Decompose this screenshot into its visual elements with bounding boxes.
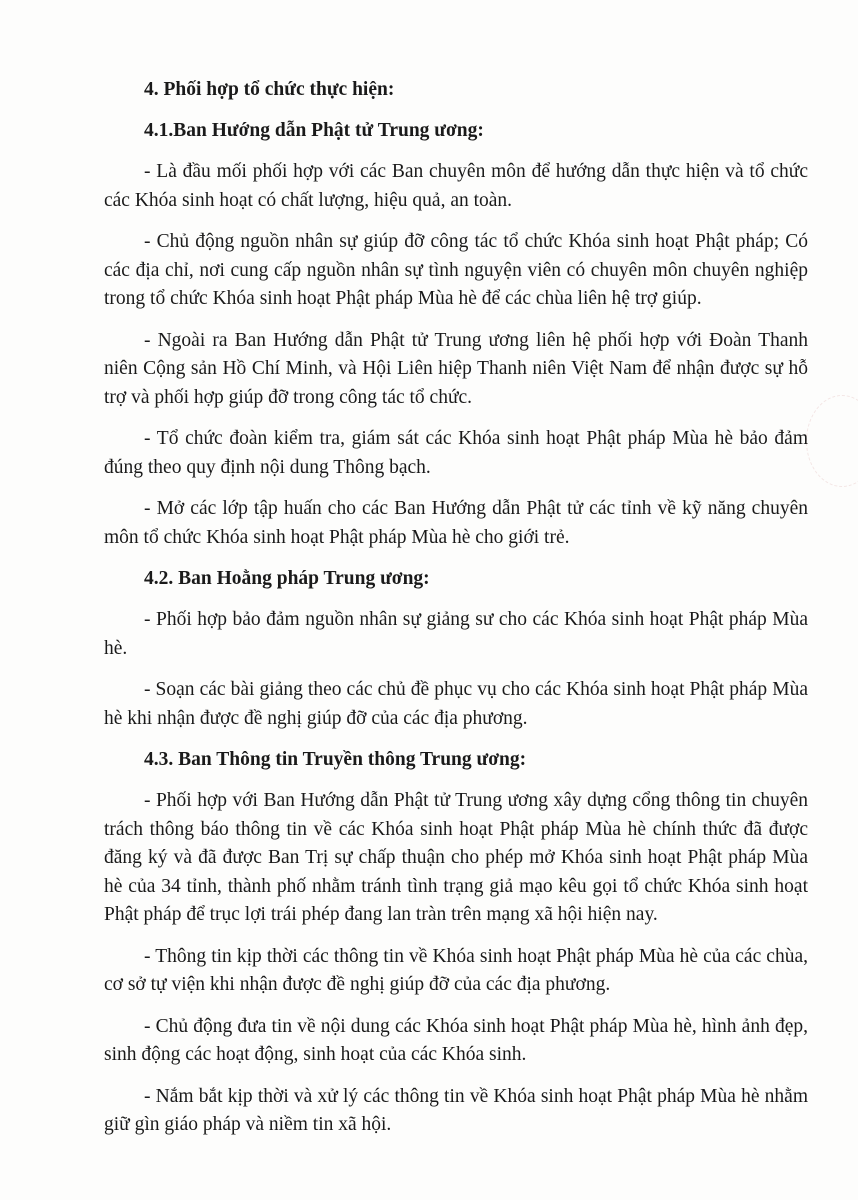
paragraph: - Tổ chức đoàn kiểm tra, giám sát các Khóa sinh hoạt Phật pháp Mùa hè bảo đảm đúng theo quy định nội dung Thông bạch. <box>104 428 808 478</box>
paragraph: - Nắm bắt kịp thời và xử lý các thông tin về Khóa sinh hoạt Phật pháp Mùa hè nhằm giữ gìn giáo pháp và niềm tin xã hội. <box>104 1085 808 1135</box>
paragraph: - Thông tin kịp thời các thông tin về Khóa sinh hoạt Phật pháp Mùa hè của các chùa, cơ sở tự viện khi nhận được đề nghị giúp đỡ của các địa phương. <box>104 945 808 995</box>
paragraph: - Chủ động nguồn nhân sự giúp đỡ công tác tổ chức Khóa sinh hoạt Phật pháp; Có các địa chỉ, nơi cung cấp nguồn nhân sự tình nguyện viên có chuyên môn chuyên nghiệp trong tổ chức Khóa sinh hoạt Phật pháp Mùa hè để các chùa liên hệ trợ giúp. <box>104 231 808 309</box>
faint-stamp-mark <box>806 395 858 487</box>
paragraph: - Soạn các bài giảng theo các chủ đề phục vụ cho các Khóa sinh hoạt Phật pháp Mùa hè khi nhận được đề nghị giúp đỡ của các địa phương. <box>104 679 808 729</box>
section-4-3-heading: 4.3. Ban Thông tin Truyền thông Trung ương: <box>144 749 527 770</box>
paragraph: - Phối hợp bảo đảm nguồn nhân sự giảng sư cho các Khóa sinh hoạt Phật pháp Mùa hè. <box>104 609 808 659</box>
paragraph: - Là đầu mối phối hợp với các Ban chuyên môn để hướng dẫn thực hiện và tổ chức các Khóa sinh hoạt có chất lượng, hiệu quả, an toàn. <box>104 161 808 211</box>
section-4-heading: 4. Phối hợp tổ chức thực hiện: <box>144 79 395 100</box>
paragraph: - Ngoài ra Ban Hướng dẫn Phật tử Trung ương liên hệ phối hợp với Đoàn Thanh niên Cộng sản Hồ Chí Minh, và Hội Liên hiệp Thanh niên Việt Nam để nhận được sự hỗ trợ và phối hợp giúp đỡ trong công tác tổ chức. <box>104 329 808 408</box>
paragraph: - Phối hợp với Ban Hướng dẫn Phật tử Trung ương xây dựng cổng thông tin chuyên trách thông báo thông tin về các Khóa sinh hoạt Phật pháp Mùa hè chính thức đã được đăng ký và đã được Ban Trị sự chấp thuận cho phép mở Khóa sinh hoạt Phật pháp Mùa hè của 34 tỉnh, thành phố nhằm tránh tình trạng giả mạo kêu gọi tổ chức Khóa sinh hoạt Phật pháp để trục lợi trái phép đang lan tràn trên mạng xã hội hiện nay. <box>104 790 808 925</box>
paragraph: - Chủ động đưa tin về nội dung các Khóa sinh hoạt Phật pháp Mùa hè, hình ảnh đẹp, sinh động các hoạt động, sinh hoạt của các Khóa sinh. <box>104 1015 808 1065</box>
document-body <box>104 76 808 1140</box>
section-4-2-heading: 4.2. Ban Hoằng pháp Trung ương: <box>144 568 430 589</box>
section-4-1-heading: 4.1.Ban Hướng dẫn Phật tử Trung ương: <box>144 120 484 141</box>
paragraph: - Mở các lớp tập huấn cho các Ban Hướng dẫn Phật tử các tỉnh về kỹ năng chuyên môn tổ chức Khóa sinh hoạt Phật pháp Mùa hè cho giới trẻ. <box>104 498 808 548</box>
